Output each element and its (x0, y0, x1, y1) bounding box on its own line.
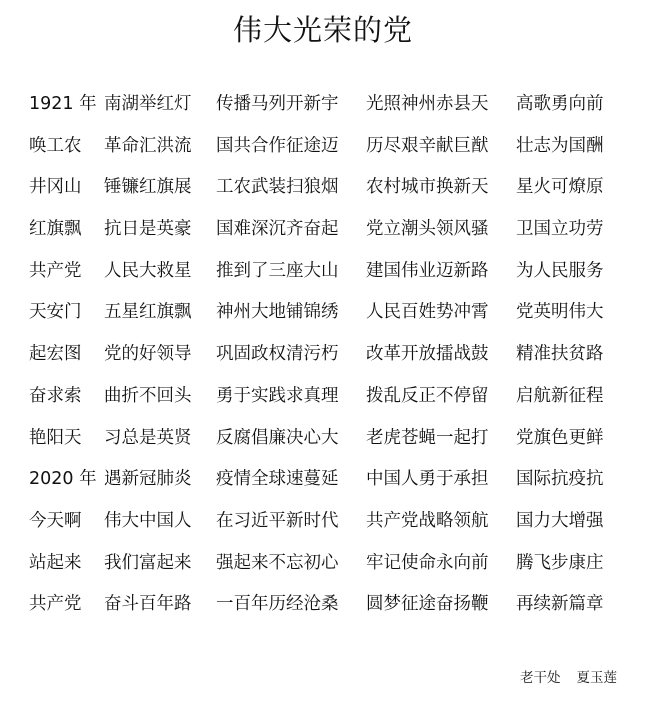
poem-phrase: 壮志为国酬 (516, 135, 604, 156)
poem-phrase: 我们富起来 (104, 552, 192, 573)
poem-line (0, 296, 646, 338)
poem-phrase: 党英明伟大 (516, 302, 604, 323)
poem-phrase: 锤镰红旗展 (104, 177, 192, 198)
poem-phrase: 习总是英贤 (104, 427, 192, 448)
poem-phrase: 曲折不回头 (104, 385, 192, 406)
signature-author: 夏玉莲 (576, 670, 617, 686)
poem-phrase: 艳阳天 (29, 427, 82, 448)
poem-phrase: 工农武装扫狼烟 (216, 177, 339, 198)
poem-line (0, 255, 646, 297)
poem-phrase: 起宏图 (29, 344, 82, 365)
poem-line (0, 505, 646, 547)
poem-phrase: 红旗飘 (29, 219, 82, 240)
poem-phrase: 人民大救星 (104, 260, 192, 281)
poem-phrase: 井冈山 (29, 177, 82, 198)
poem-phrase: 革命汇洪流 (104, 135, 192, 156)
poem-phrase: 国力大增强 (516, 510, 604, 531)
poem-phrase: 抗日是英豪 (104, 219, 192, 240)
poem-line (0, 171, 646, 213)
poem-line (0, 463, 646, 505)
poem-line (0, 422, 646, 464)
poem-phrase: 党旗色更鲜 (516, 427, 604, 448)
poem-phrase: 站起来 (29, 552, 82, 573)
poem-phrase: 一百年历经沧桑 (216, 594, 339, 615)
poem-phrase: 国难深沉齐奋起 (216, 219, 339, 240)
poem-phrase: 唤工农 (29, 135, 82, 156)
poem-phrase: 改革开放擂战鼓 (366, 344, 489, 365)
poem-line (0, 213, 646, 255)
poem-phrase: 南湖举红灯 (104, 94, 192, 114)
poem-phrase: 高歌勇向前 (516, 94, 604, 114)
poem-phrase: 老虎苍蝇一起打 (366, 427, 489, 448)
poem-phrase: 遇新冠肺炎 (104, 469, 192, 490)
poem-phrase: 疫情全球速蔓延 (216, 469, 339, 490)
poem-phrase: 启航新征程 (516, 385, 604, 406)
poem-phrase: 圆梦征途奋扬鞭 (366, 594, 489, 615)
poem-phrase: 精准扶贫路 (516, 344, 604, 365)
poem-phrase: 共产党 (29, 260, 82, 281)
poem-phrase: 中国人勇于承担 (366, 469, 489, 490)
poem-phrase: 反腐倡廉决心大 (216, 427, 339, 448)
poem-phrase: 今天啊 (29, 510, 82, 531)
poem-phrase: 神州大地铺锦绣 (216, 302, 339, 323)
poem-phrase: 党立潮头领风骚 (366, 219, 489, 240)
poem-phrase: 1921 年 (29, 94, 97, 114)
poem-phrase: 牢记使命永向前 (366, 552, 489, 573)
poem-phrase: 拨乱反正不停留 (366, 385, 489, 406)
poem-line (0, 130, 646, 172)
poem-phrase: 人民百姓势冲霄 (366, 302, 489, 323)
poem-body (0, 88, 646, 630)
poem-phrase: 国际抗疫抗 (516, 469, 604, 490)
poem-phrase: 勇于实践求真理 (216, 385, 339, 406)
poem-line (0, 88, 646, 130)
poem-phrase: 农村城市换新天 (366, 177, 489, 198)
poem-phrase: 党的好领导 (104, 344, 192, 365)
poem-phrase: 五星红旗飘 (104, 302, 192, 323)
poem-line (0, 338, 646, 380)
poem-phrase: 强起来不忘初心 (216, 552, 339, 573)
poem-phrase: 再续新篇章 (516, 594, 604, 615)
poem-phrase: 腾飞步康庄 (516, 552, 604, 573)
poem-phrase: 在习近平新时代 (216, 510, 339, 531)
signature (520, 668, 617, 688)
poem-phrase: 建国伟业迈新路 (366, 260, 489, 281)
poem-phrase: 星火可燎原 (516, 177, 604, 198)
poem-phrase: 2020 年 (29, 469, 97, 490)
poem-phrase: 推到了三座大山 (216, 260, 339, 281)
poem-phrase: 奋斗百年路 (104, 594, 192, 615)
poem-phrase: 伟大中国人 (104, 510, 192, 531)
poem-phrase: 共产党 (29, 594, 82, 615)
signature-organization: 老干处 (520, 670, 561, 686)
poem-line (0, 588, 646, 630)
poem-phrase: 为人民服务 (516, 260, 604, 281)
poem-phrase: 巩固政权清污朽 (216, 344, 339, 365)
poem-phrase: 国共合作征途迈 (216, 135, 339, 156)
poem-line (0, 547, 646, 589)
poem-phrase: 传播马列开新宇 (216, 94, 339, 114)
poem-phrase: 卫国立功劳 (516, 219, 604, 240)
poem-line (0, 380, 646, 422)
poem-phrase: 奋求索 (29, 385, 82, 406)
poem-title: 伟大光荣的党 (232, 13, 413, 47)
poem-phrase: 历尽艰辛献巨猷 (366, 135, 489, 156)
poem-phrase: 天安门 (29, 302, 82, 323)
poem-phrase: 共产党战略领航 (366, 510, 489, 531)
poem-phrase: 光照神州赤县天 (366, 94, 489, 114)
